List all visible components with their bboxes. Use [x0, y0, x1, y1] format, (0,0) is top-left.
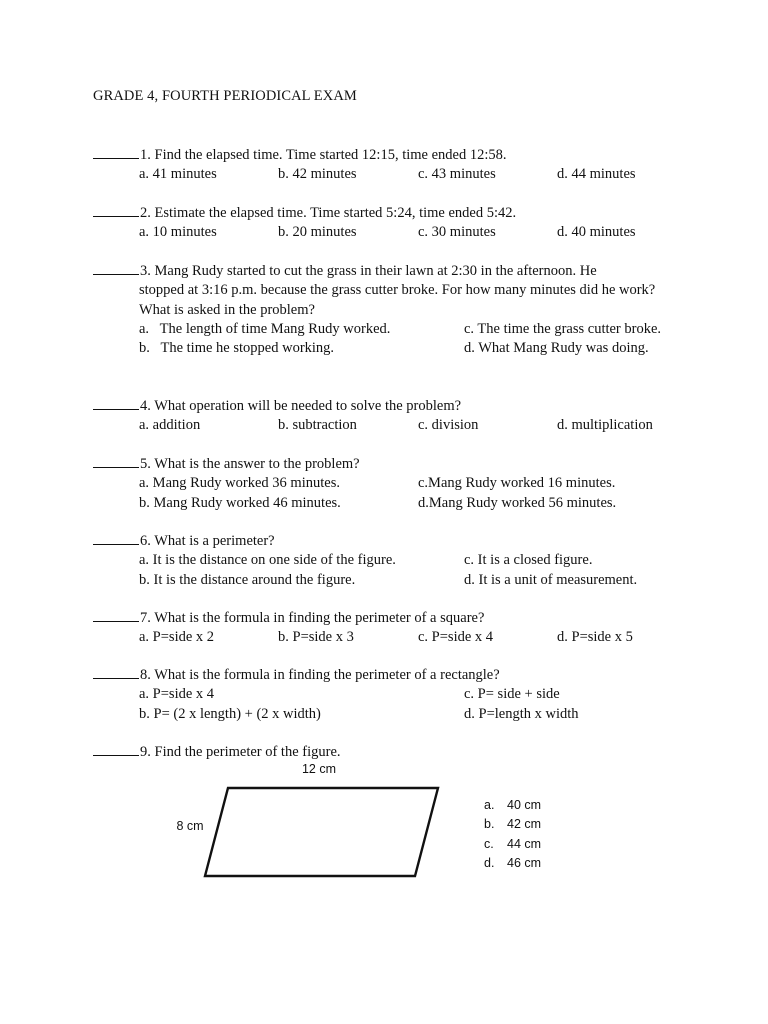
- choice-text: 42 cm: [507, 817, 542, 832]
- question-5: [93, 454, 678, 513]
- question-4: [93, 396, 678, 436]
- question-7: [93, 608, 678, 648]
- question-stem: 5. What is the answer to the problem?: [140, 456, 360, 472]
- choice-text: 44 cm: [507, 836, 542, 851]
- choice-letter: a.: [484, 798, 495, 812]
- choice-a: a. P=side x 2: [139, 629, 215, 646]
- choice-a: a. Mang Rudy worked 36 minutes.: [139, 475, 340, 492]
- choice-b: b. P=side x 3: [278, 629, 354, 646]
- choice-d: d. P=side x 5: [557, 629, 633, 646]
- choice-d: d. 44 minutes: [557, 166, 636, 183]
- choice-a: a. 10 minutes: [139, 224, 217, 241]
- choice-a: a. The length of time Mang Rudy worked.: [139, 320, 391, 337]
- choice-d: d. What Mang Rudy was doing.: [464, 340, 649, 357]
- question-8: [93, 665, 678, 724]
- question-stem: 4. What operation will be needed to solve the problem?: [140, 398, 462, 414]
- answer-blank[interactable]: [93, 145, 139, 159]
- question-2: [93, 203, 678, 243]
- choice-c: c. 30 minutes: [418, 224, 496, 241]
- choice-c: c. division: [418, 417, 479, 434]
- choice-d: d. It is a unit of measurement.: [464, 571, 638, 588]
- answer-blank[interactable]: [93, 203, 139, 217]
- choice-b: b. subtraction: [278, 417, 357, 434]
- choice-a: a. It is the distance on one side of the figure.: [139, 552, 396, 569]
- choice-b: b. The time he stopped working.: [139, 340, 335, 357]
- choice-text: 40 cm: [507, 798, 542, 812]
- parallelogram-shape: [205, 788, 438, 876]
- choice-letter: b.: [484, 817, 495, 832]
- choice-d: d. 40 minutes: [557, 224, 636, 241]
- choice-b: b. It is the distance around the figure.: [139, 571, 356, 588]
- choice-b: b. 20 minutes: [278, 224, 357, 241]
- parallelogram-figure: [170, 758, 470, 888]
- choice-c: c. P= side + side: [464, 686, 560, 703]
- choice-text: 46 cm: [507, 855, 542, 870]
- question-stem: 6. What is a perimeter?: [140, 533, 275, 549]
- question-stem-line1: 3. Mang Rudy started to cut the grass in their lawn at 2:30 in the afternoon. He: [140, 263, 597, 279]
- question-3: [93, 261, 678, 358]
- choice-c: c. The time the grass cutter broke.: [464, 320, 662, 337]
- question-subprompt: What is asked in the problem?: [139, 301, 315, 318]
- choice-d: d. P=length x width: [464, 705, 579, 722]
- choice-b: b. 42 minutes: [278, 166, 357, 183]
- question-stem: 9. Find the perimeter of the figure.: [140, 744, 341, 760]
- answer-blank[interactable]: [93, 531, 139, 545]
- choice-d: d. multiplication: [557, 417, 653, 434]
- parallelogram-diagram: [170, 758, 470, 888]
- question-6: [93, 531, 678, 590]
- choice-c: c. P=side x 4: [418, 629, 494, 646]
- choice-letter: c.: [484, 836, 494, 851]
- answer-blank[interactable]: [93, 742, 139, 756]
- top-length-label: 12 cm: [301, 762, 337, 776]
- question-1: [93, 145, 678, 185]
- choice-d: d.Mang Rudy worked 56 minutes.: [418, 494, 617, 511]
- answer-blank[interactable]: [93, 608, 139, 622]
- exam-title: GRADE 4, FOURTH PERIODICAL EXAM: [93, 88, 357, 104]
- choice-c: c.Mang Rudy worked 16 minutes.: [418, 475, 616, 492]
- choice-a: a. P=side x 4: [139, 686, 215, 703]
- choice-letter: d.: [484, 855, 495, 870]
- question-stem-continued: stopped at 3:16 p.m. because the grass cutter broke. For how many minutes did he work?: [139, 282, 656, 299]
- question-stem: 1. Find the elapsed time. Time started 12:15, time ended 12:58.: [140, 147, 507, 163]
- choice-b: b. Mang Rudy worked 46 minutes.: [139, 494, 341, 511]
- choice-a: a. addition: [139, 417, 201, 434]
- answer-blank[interactable]: [93, 261, 139, 275]
- question-stem: 7. What is the formula in finding the perimeter of a square?: [140, 610, 485, 626]
- side-length-label: 8 cm: [176, 819, 204, 833]
- answer-blank[interactable]: [93, 396, 139, 410]
- question-stem: 8. What is the formula in finding the perimeter of a rectangle?: [140, 667, 500, 683]
- answer-blank[interactable]: [93, 665, 139, 679]
- choice-c: c. 43 minutes: [418, 166, 496, 183]
- answer-blank[interactable]: [93, 454, 139, 468]
- choice-c: c. It is a closed figure.: [464, 552, 593, 569]
- question-stem: 2. Estimate the elapsed time. Time started 5:24, time ended 5:42.: [140, 205, 517, 221]
- choice-b: b. P= (2 x length) + (2 x width): [139, 705, 321, 722]
- choice-a: a. 41 minutes: [139, 166, 217, 183]
